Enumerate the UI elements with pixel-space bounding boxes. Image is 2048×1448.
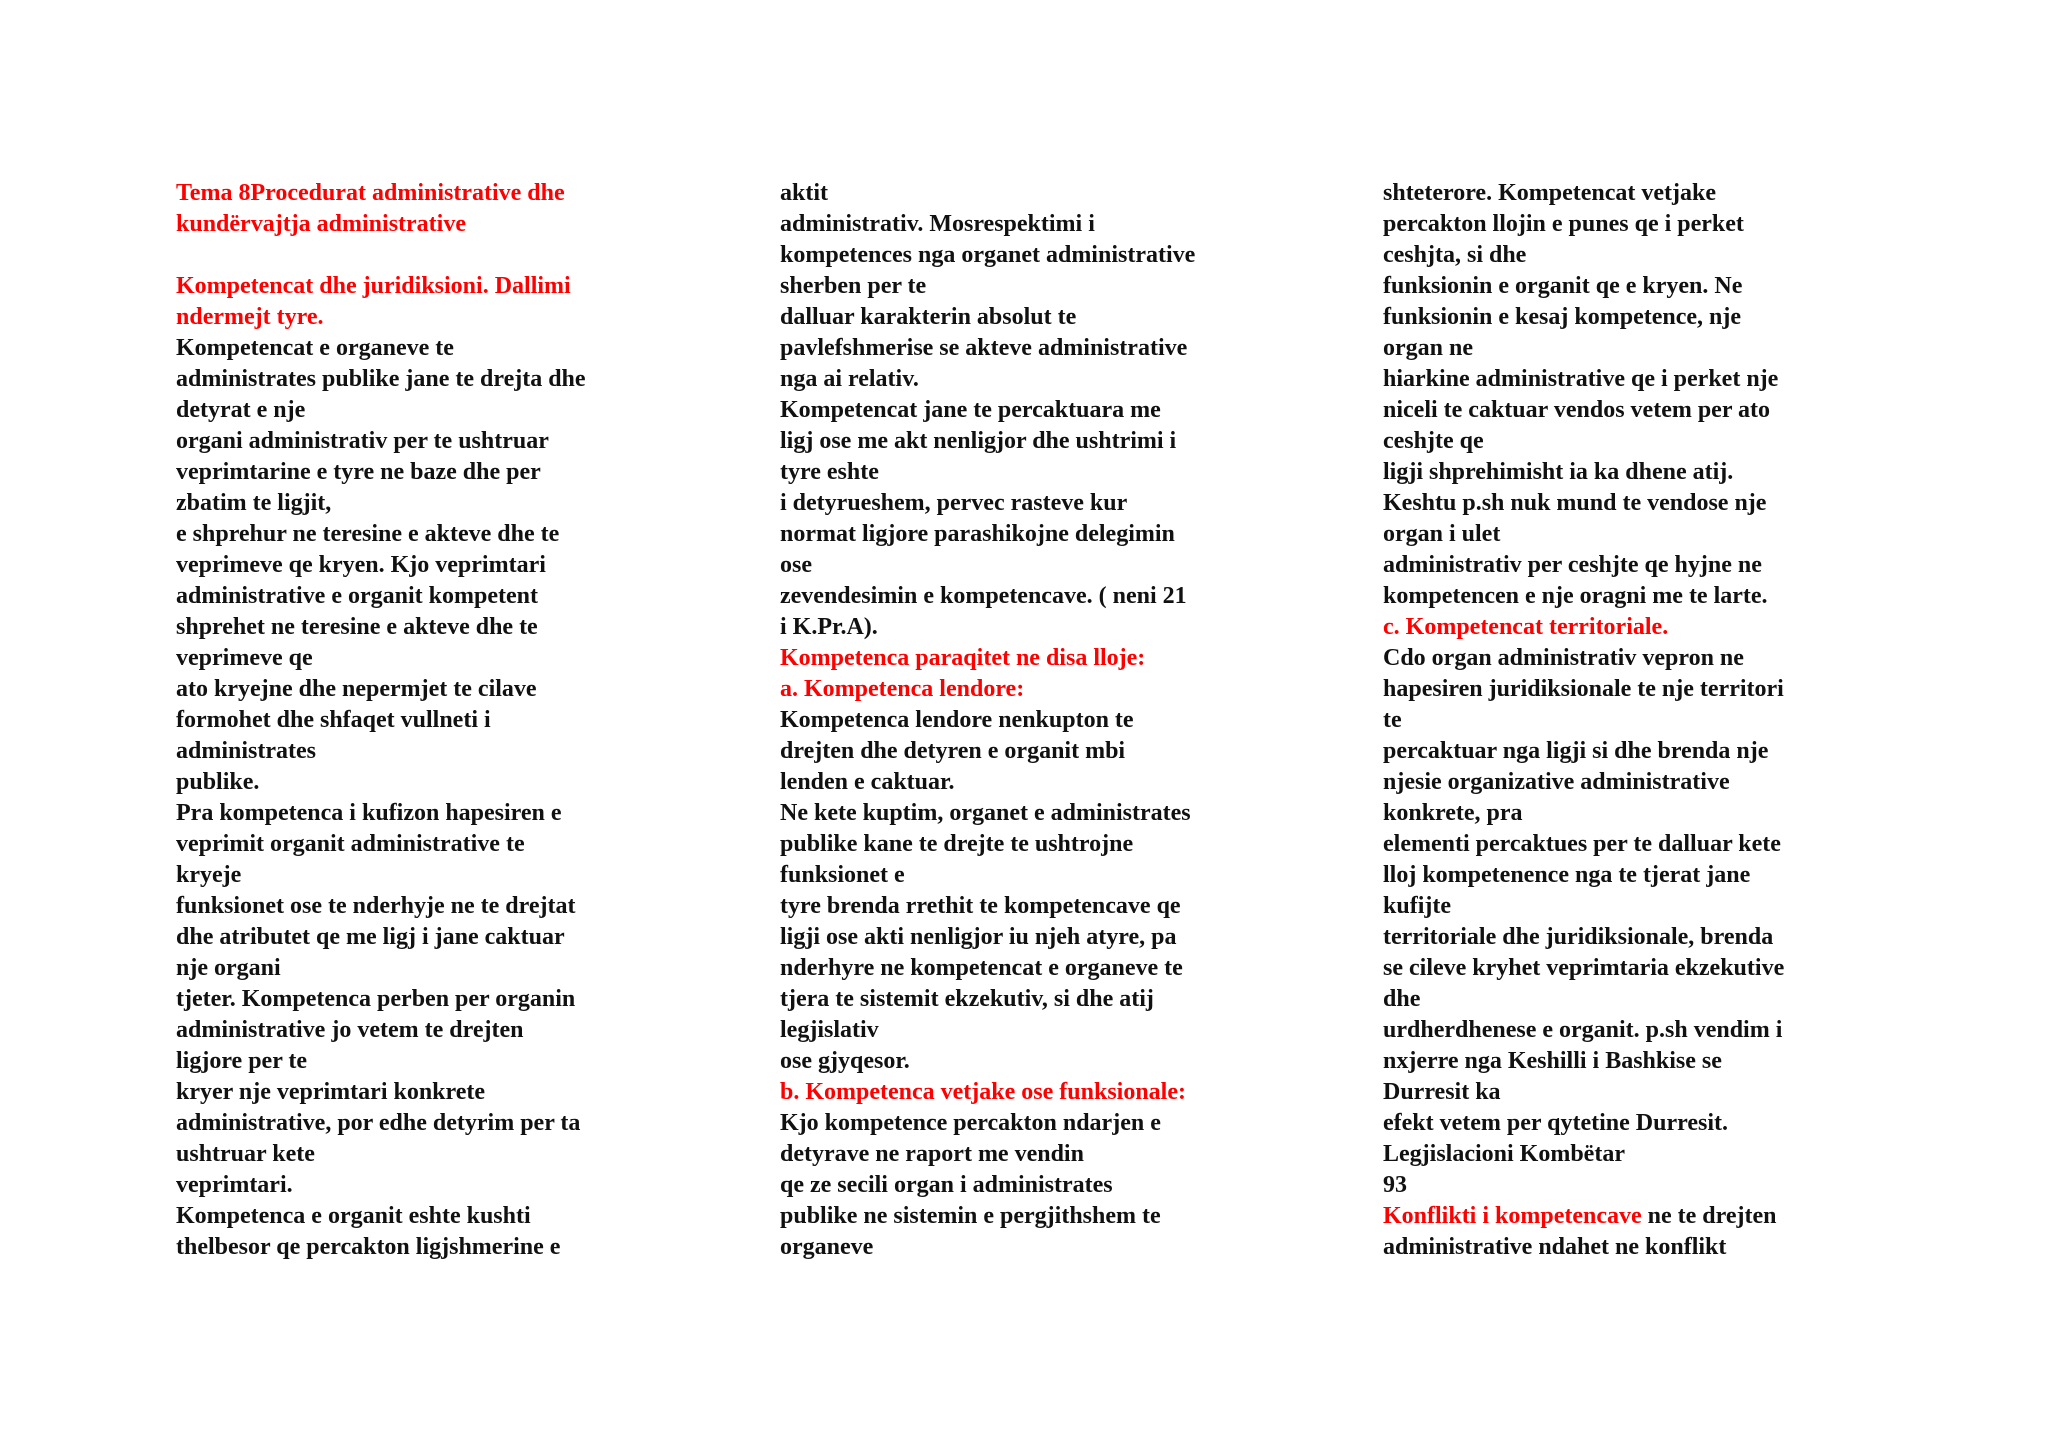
- text-line: veprimtarine e tyre ne baze dhe per: [176, 459, 541, 485]
- text-column-1: [176, 178, 696, 1263]
- text-line: funksionet e: [780, 862, 905, 888]
- text-line: drejten dhe detyren e organit mbi: [780, 738, 1126, 764]
- text-line: organ i ulet: [1383, 521, 1501, 547]
- text-line: njesie organizative administrative: [1383, 769, 1730, 795]
- text-line: 93: [1383, 1172, 1407, 1198]
- text-line: sherben per te: [780, 273, 927, 299]
- text-line: Kompetenca lendore nenkupton te: [780, 707, 1134, 733]
- text-line: organ ne: [1383, 335, 1473, 361]
- text-line: administrates: [176, 738, 316, 764]
- text-line: urdherdhenese e organit. p.sh vendim i: [1383, 1017, 1783, 1043]
- text-line: dhe atributet qe me ligj i jane caktuar: [176, 924, 565, 950]
- text-line: administrativ. Mosrespektimi i: [780, 211, 1095, 237]
- text-line: publike ne sistemin e pergjithshem te: [780, 1203, 1161, 1229]
- text-line: kryeje: [176, 862, 242, 888]
- text-line: nje organi: [176, 955, 281, 981]
- text-line: Ne kete kuptim, organet e administrates: [780, 800, 1191, 826]
- text-line: kompetencen e nje oragni me te larte.: [1383, 583, 1768, 609]
- text-line: zevendesimin e kompetencave. ( neni 21: [780, 583, 1187, 609]
- text-line: ose gjyqesor.: [780, 1048, 910, 1074]
- text-line: Kompetencat e organeve te: [176, 335, 454, 361]
- text-line: ato kryejne dhe nepermjet te cilave: [176, 676, 537, 702]
- text-line: hiarkine administrative qe i perket nje: [1383, 366, 1779, 392]
- text-line: Kompetenca e organit eshte kushti: [176, 1203, 531, 1229]
- body-text: ne te drejten: [1641, 1203, 1777, 1229]
- text-line: Kompetencat jane te percaktuara me: [780, 397, 1161, 423]
- text-line: formohet dhe shfaqet vullneti i: [176, 707, 491, 733]
- text-line: administrativ per ceshjte qe hyjne ne: [1383, 552, 1762, 578]
- text-line: kompetences nga organet administrative: [780, 242, 1196, 268]
- text-line: zbatim te ligjit,: [176, 490, 332, 516]
- heading-line: Kompetencat dhe juridiksioni. Dallimi: [176, 273, 571, 299]
- heading-line: Tema 8Procedurat administrative dhe: [176, 180, 565, 206]
- text-line: thelbesor qe percakton ligjshmerine e: [176, 1234, 561, 1260]
- text-line: ligji ose akti nenligjor iu njeh atyre, pa: [780, 924, 1177, 950]
- text-line: shteterore. Kompetencat vetjake: [1383, 180, 1716, 206]
- text-line: ushtruar kete: [176, 1141, 315, 1167]
- text-line: Keshtu p.sh nuk mund te vendose nje: [1383, 490, 1767, 516]
- text-line: elementi percaktues per te dalluar kete: [1383, 831, 1781, 857]
- text-line: tyre eshte: [780, 459, 879, 485]
- text-line: legjislativ: [780, 1017, 879, 1043]
- text-line: Cdo organ administrativ vepron ne: [1383, 645, 1744, 671]
- text-line: kufijte: [1383, 893, 1451, 919]
- text-line: publike kane te drejte te ushtrojne: [780, 831, 1134, 857]
- text-line: tjera te sistemit ekzekutiv, si dhe atij: [780, 986, 1154, 1012]
- text-line: detyrat e nje: [176, 397, 306, 423]
- text-line: pavlefshmerise se akteve administrative: [780, 335, 1188, 361]
- text-line: ose: [780, 552, 812, 578]
- text-line: nderhyre ne kompetencat e organeve te: [780, 955, 1183, 981]
- text-line: funksionin e kesaj kompetence, nje: [1383, 304, 1742, 330]
- text-line: veprimtari.: [176, 1172, 293, 1198]
- text-line: organi administrativ per te ushtruar: [176, 428, 549, 454]
- blank-line: [176, 240, 696, 271]
- text-line: administrative ndahet ne konflikt: [1383, 1234, 1727, 1260]
- text-line: Kjo kompetence percakton ndarjen e: [780, 1110, 1161, 1136]
- text-line: ligjore per te: [176, 1048, 308, 1074]
- text-line: tjeter. Kompetenca perben per organin: [176, 986, 576, 1012]
- text-line: i detyrueshem, pervec rasteve kur: [780, 490, 1128, 516]
- heading-line: a. Kompetenca lendore:: [780, 676, 1025, 702]
- text-line: administrates publike jane te drejta dhe: [176, 366, 586, 392]
- text-line: e shprehur ne teresine e akteve dhe te: [176, 521, 560, 547]
- heading-line: Kompetenca paraqitet ne disa lloje:: [780, 645, 1146, 671]
- text-line: [1383, 1201, 1903, 1232]
- text-line: i K.Pr.A).: [780, 614, 878, 640]
- text-line: niceli te caktuar vendos vetem per ato: [1383, 397, 1771, 423]
- section-heading: Konflikti i kompetencave: [1383, 1203, 1642, 1229]
- text-line: konkrete, pra: [1383, 800, 1523, 826]
- heading-line: ndermejt tyre.: [176, 304, 324, 330]
- text-line: veprimit organit administrative te: [176, 831, 525, 857]
- text-line: ligji shprehimisht ia ka dhene atij.: [1383, 459, 1734, 485]
- text-line: dalluar karakterin absolut te: [780, 304, 1077, 330]
- text-line: lenden e caktuar.: [780, 769, 955, 795]
- text-line: qe ze secili organ i administrates: [780, 1172, 1113, 1198]
- text-column-2: [780, 178, 1300, 1263]
- text-line: administrative jo vetem te drejten: [176, 1017, 524, 1043]
- text-line: veprimeve qe kryen. Kjo veprimtari: [176, 552, 546, 578]
- text-line: hapesiren juridiksionale te nje territori: [1383, 676, 1784, 702]
- text-line: te: [1383, 707, 1402, 733]
- text-line: lloj kompetenence nga te tjerat jane: [1383, 862, 1751, 888]
- heading-line: kundërvajtja administrative: [176, 211, 466, 237]
- text-line: administrative e organit kompetent: [176, 583, 538, 609]
- text-line: ligj ose me akt nenligjor dhe ushtrimi i: [780, 428, 1177, 454]
- text-line: aktit: [780, 180, 828, 206]
- text-column-3: [1383, 178, 1903, 1263]
- text-line: territoriale dhe juridiksionale, brenda: [1383, 924, 1774, 950]
- text-line: veprimeve qe: [176, 645, 313, 671]
- text-line: organeve: [780, 1234, 874, 1260]
- text-line: publike.: [176, 769, 260, 795]
- text-line: ceshjte qe: [1383, 428, 1484, 454]
- heading-line: c. Kompetencat territoriale.: [1383, 614, 1669, 640]
- text-line: ceshjta, si dhe: [1383, 242, 1527, 268]
- text-line: efekt vetem per qytetine Durresit.: [1383, 1110, 1728, 1136]
- text-line: tyre brenda rrethit te kompetencave qe: [780, 893, 1181, 919]
- text-line: percakton llojin e punes qe i perket: [1383, 211, 1744, 237]
- text-line: Legjislacioni Kombëtar: [1383, 1141, 1625, 1167]
- text-line: funksionet ose te nderhyje ne te drejtat: [176, 893, 576, 919]
- text-line: Durresit ka: [1383, 1079, 1501, 1105]
- text-line: se cileve kryhet veprimtaria ekzekutive: [1383, 955, 1785, 981]
- text-line: nga ai relativ.: [780, 366, 919, 392]
- text-line: kryer nje veprimtari konkrete: [176, 1079, 486, 1105]
- text-line: normat ligjore parashikojne delegimin: [780, 521, 1175, 547]
- text-line: Pra kompetenca i kufizon hapesiren e: [176, 800, 562, 826]
- text-line: shprehet ne teresine e akteve dhe te: [176, 614, 538, 640]
- text-line: dhe: [1383, 986, 1421, 1012]
- text-line: funksionin e organit qe e kryen. Ne: [1383, 273, 1743, 299]
- text-line: detyrave ne raport me vendin: [780, 1141, 1084, 1167]
- heading-line: b. Kompetenca vetjake ose funksionale:: [780, 1079, 1186, 1105]
- text-line: percaktuar nga ligji si dhe brenda nje: [1383, 738, 1769, 764]
- text-line: administrative, por edhe detyrim per ta: [176, 1110, 581, 1136]
- text-line: nxjerre nga Keshilli i Bashkise se: [1383, 1048, 1722, 1074]
